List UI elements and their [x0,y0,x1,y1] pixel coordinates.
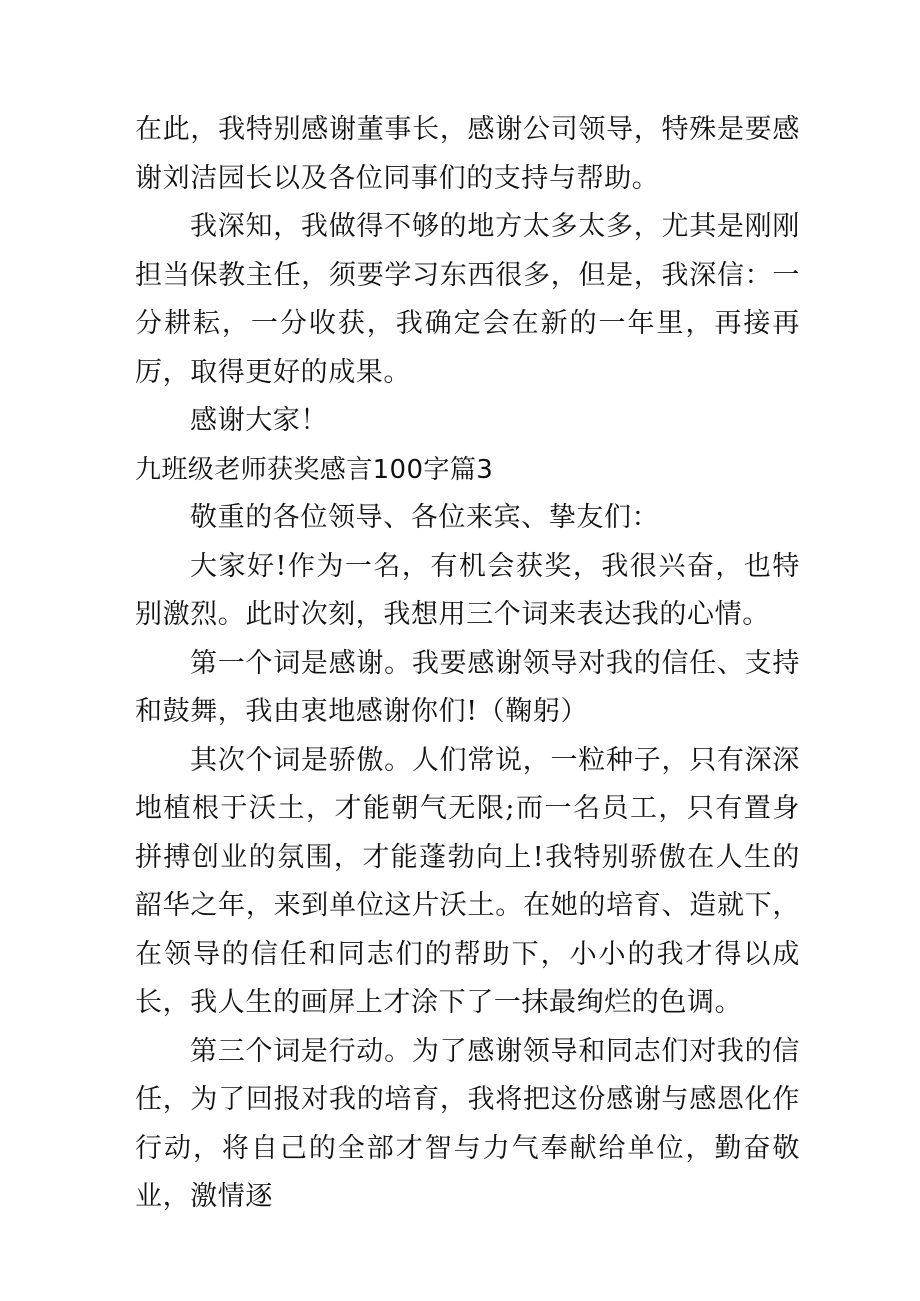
document-body [135,106,800,1222]
paragraph: 其次个词是骄傲。人们常说，一粒种子，只有深深地植根于沃土，才能朝气无限;而一名员工，只有置身拼搏创业的氛围，才能蓬勃向上!我特别骄傲在人生的韶华之年，来到单位这片沃土。在她的培育、造就下，在领导的信任和同志们的帮助下，小小的我才得以成长，我人生的画屏上才涂下了一抹最绚烂的色调。 [135,744,800,1018]
paragraph: 敬重的各位领导、各位来宾、挚友们： [190,502,660,533]
paragraph: 感谢大家！ [190,405,328,436]
paragraph: 第三个词是行动。为了感谢领导和同志们对我的信任，为了回报对我的培育，我将把这份感谢与感恩化作行动，将自己的全部才智与力气奉献给单位，勤奋敬业，激情逐 [135,1035,800,1212]
paragraph: 第一个词是感谢。我要感谢领导对我的信任、支持和鼓舞，我由衷地感谢你们!（鞠躬） [135,647,800,727]
paragraph: 在此，我特别感谢董事长，感谢公司领导，特殊是要感谢刘洁园长以及各位同事们的支持与帮助。 [135,114,800,194]
section-heading: 九班级老师获奖感言100字篇3 [135,454,494,485]
paragraph: 大家好!作为一名，有机会获奖，我很兴奋，也特别激烈。此时次刻，我想用三个词来表达我的心情。 [135,550,800,630]
paragraph: 我深知，我做得不够的地方太多太多，尤其是刚刚担当保教主任，须要学习东西很多，但是，我深信：一分耕耘，一分收获，我确定会在新的一年里，再接再厉，取得更好的成果。 [135,211,800,388]
